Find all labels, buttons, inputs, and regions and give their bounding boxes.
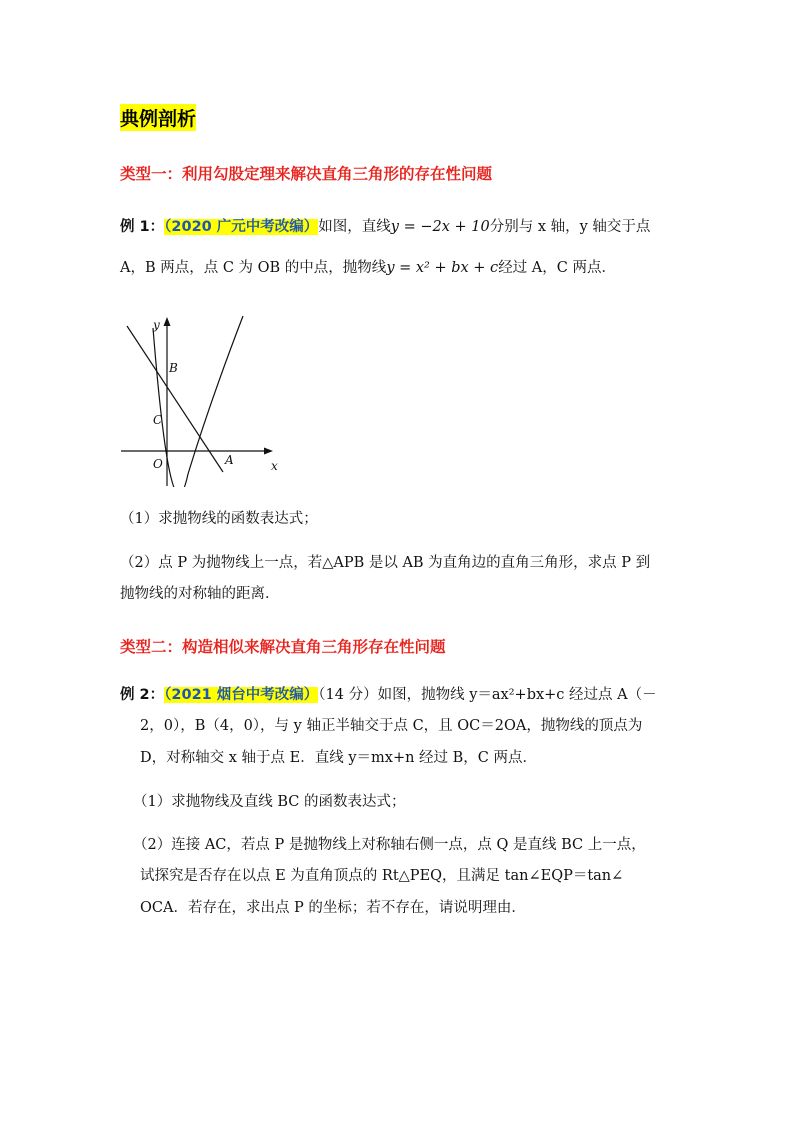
type1-title: 类型一：利用勾股定理来解决直角三角形的存在性问题 xyxy=(120,165,493,183)
ex2-line1 xyxy=(120,685,657,705)
x-axis-arrow xyxy=(264,448,273,455)
ex1-l2a: A，B 两点，点 C 为 OB 的中点，抛物线 xyxy=(120,260,387,276)
ex1-l1b: 分别与 x 轴，y 轴交于点 xyxy=(489,219,651,235)
label-a: A xyxy=(225,453,234,467)
ex1-question2-line2: 抛物线的对称轴的距离． xyxy=(120,586,280,602)
ex1-line-equation: y = −2x + 10 xyxy=(390,219,490,235)
ex1-parabola-equation: y = x² + bx + c xyxy=(386,260,499,276)
ex2-question1: （1）求抛物线及直线 BC 的函数表达式； xyxy=(133,794,406,810)
ex2-l1: （14 分）如图，抛物线 y＝ax²+bx+c 经过点 A（－ xyxy=(318,687,657,703)
ex1-question2-line1: （2）点 P 为抛物线上一点，若△APB 是以 AB 为直角边的直角三角形，求点 P 到 xyxy=(120,555,651,571)
y-axis-arrow xyxy=(164,317,171,326)
ex2-question2-line1: （2）连接 AC，若点 P 是抛物线上对称轴右侧一点，点 Q 是直线 BC 上一点， xyxy=(133,837,646,853)
ex1-question1: （1）求抛物线的函数表达式； xyxy=(120,511,318,527)
ex1-figure xyxy=(115,312,290,487)
ex1-l1a: 如图，直线 xyxy=(318,219,391,235)
line-ab xyxy=(127,326,223,472)
ex2-question2-line3: OCA．若存在，求出点 P 的坐标；若不存在，请说明理由． xyxy=(140,900,526,916)
label-c: C xyxy=(153,413,163,427)
label-b: B xyxy=(169,361,178,375)
label-o: O xyxy=(153,457,163,471)
ex2-label: 例 2： xyxy=(120,687,165,703)
section-heading: 典例剖析 xyxy=(120,104,196,131)
ex1-label: 例 1： xyxy=(120,219,165,235)
label-y: y xyxy=(153,318,160,332)
ex1-line2 xyxy=(120,258,616,278)
ex1-l2b: 经过 A，C 两点． xyxy=(498,260,616,276)
ex2-question2-line2: 试探究是否存在以点 E 为直角顶点的 Rt△PEQ，且满足 tan∠EQP＝tan∠ xyxy=(140,868,624,884)
label-x: x xyxy=(271,459,278,473)
ex2-line2: 2，0），B（4，0），与 y 轴正半轴交于点 C，且 OC＝2OA，抛物线的顶点为 xyxy=(140,718,643,734)
ex1-source: （2020 广元中考改编） xyxy=(164,219,319,235)
ex2-source: （2021 烟台中考改编） xyxy=(164,687,319,703)
ex2-line3: D，对称轴交 x 轴于点 E．直线 y＝mx+n 经过 B，C 两点． xyxy=(140,750,538,766)
type2-title: 类型二：构造相似来解决直角三角形存在性问题 xyxy=(120,638,446,656)
ex1-line1 xyxy=(120,217,650,237)
